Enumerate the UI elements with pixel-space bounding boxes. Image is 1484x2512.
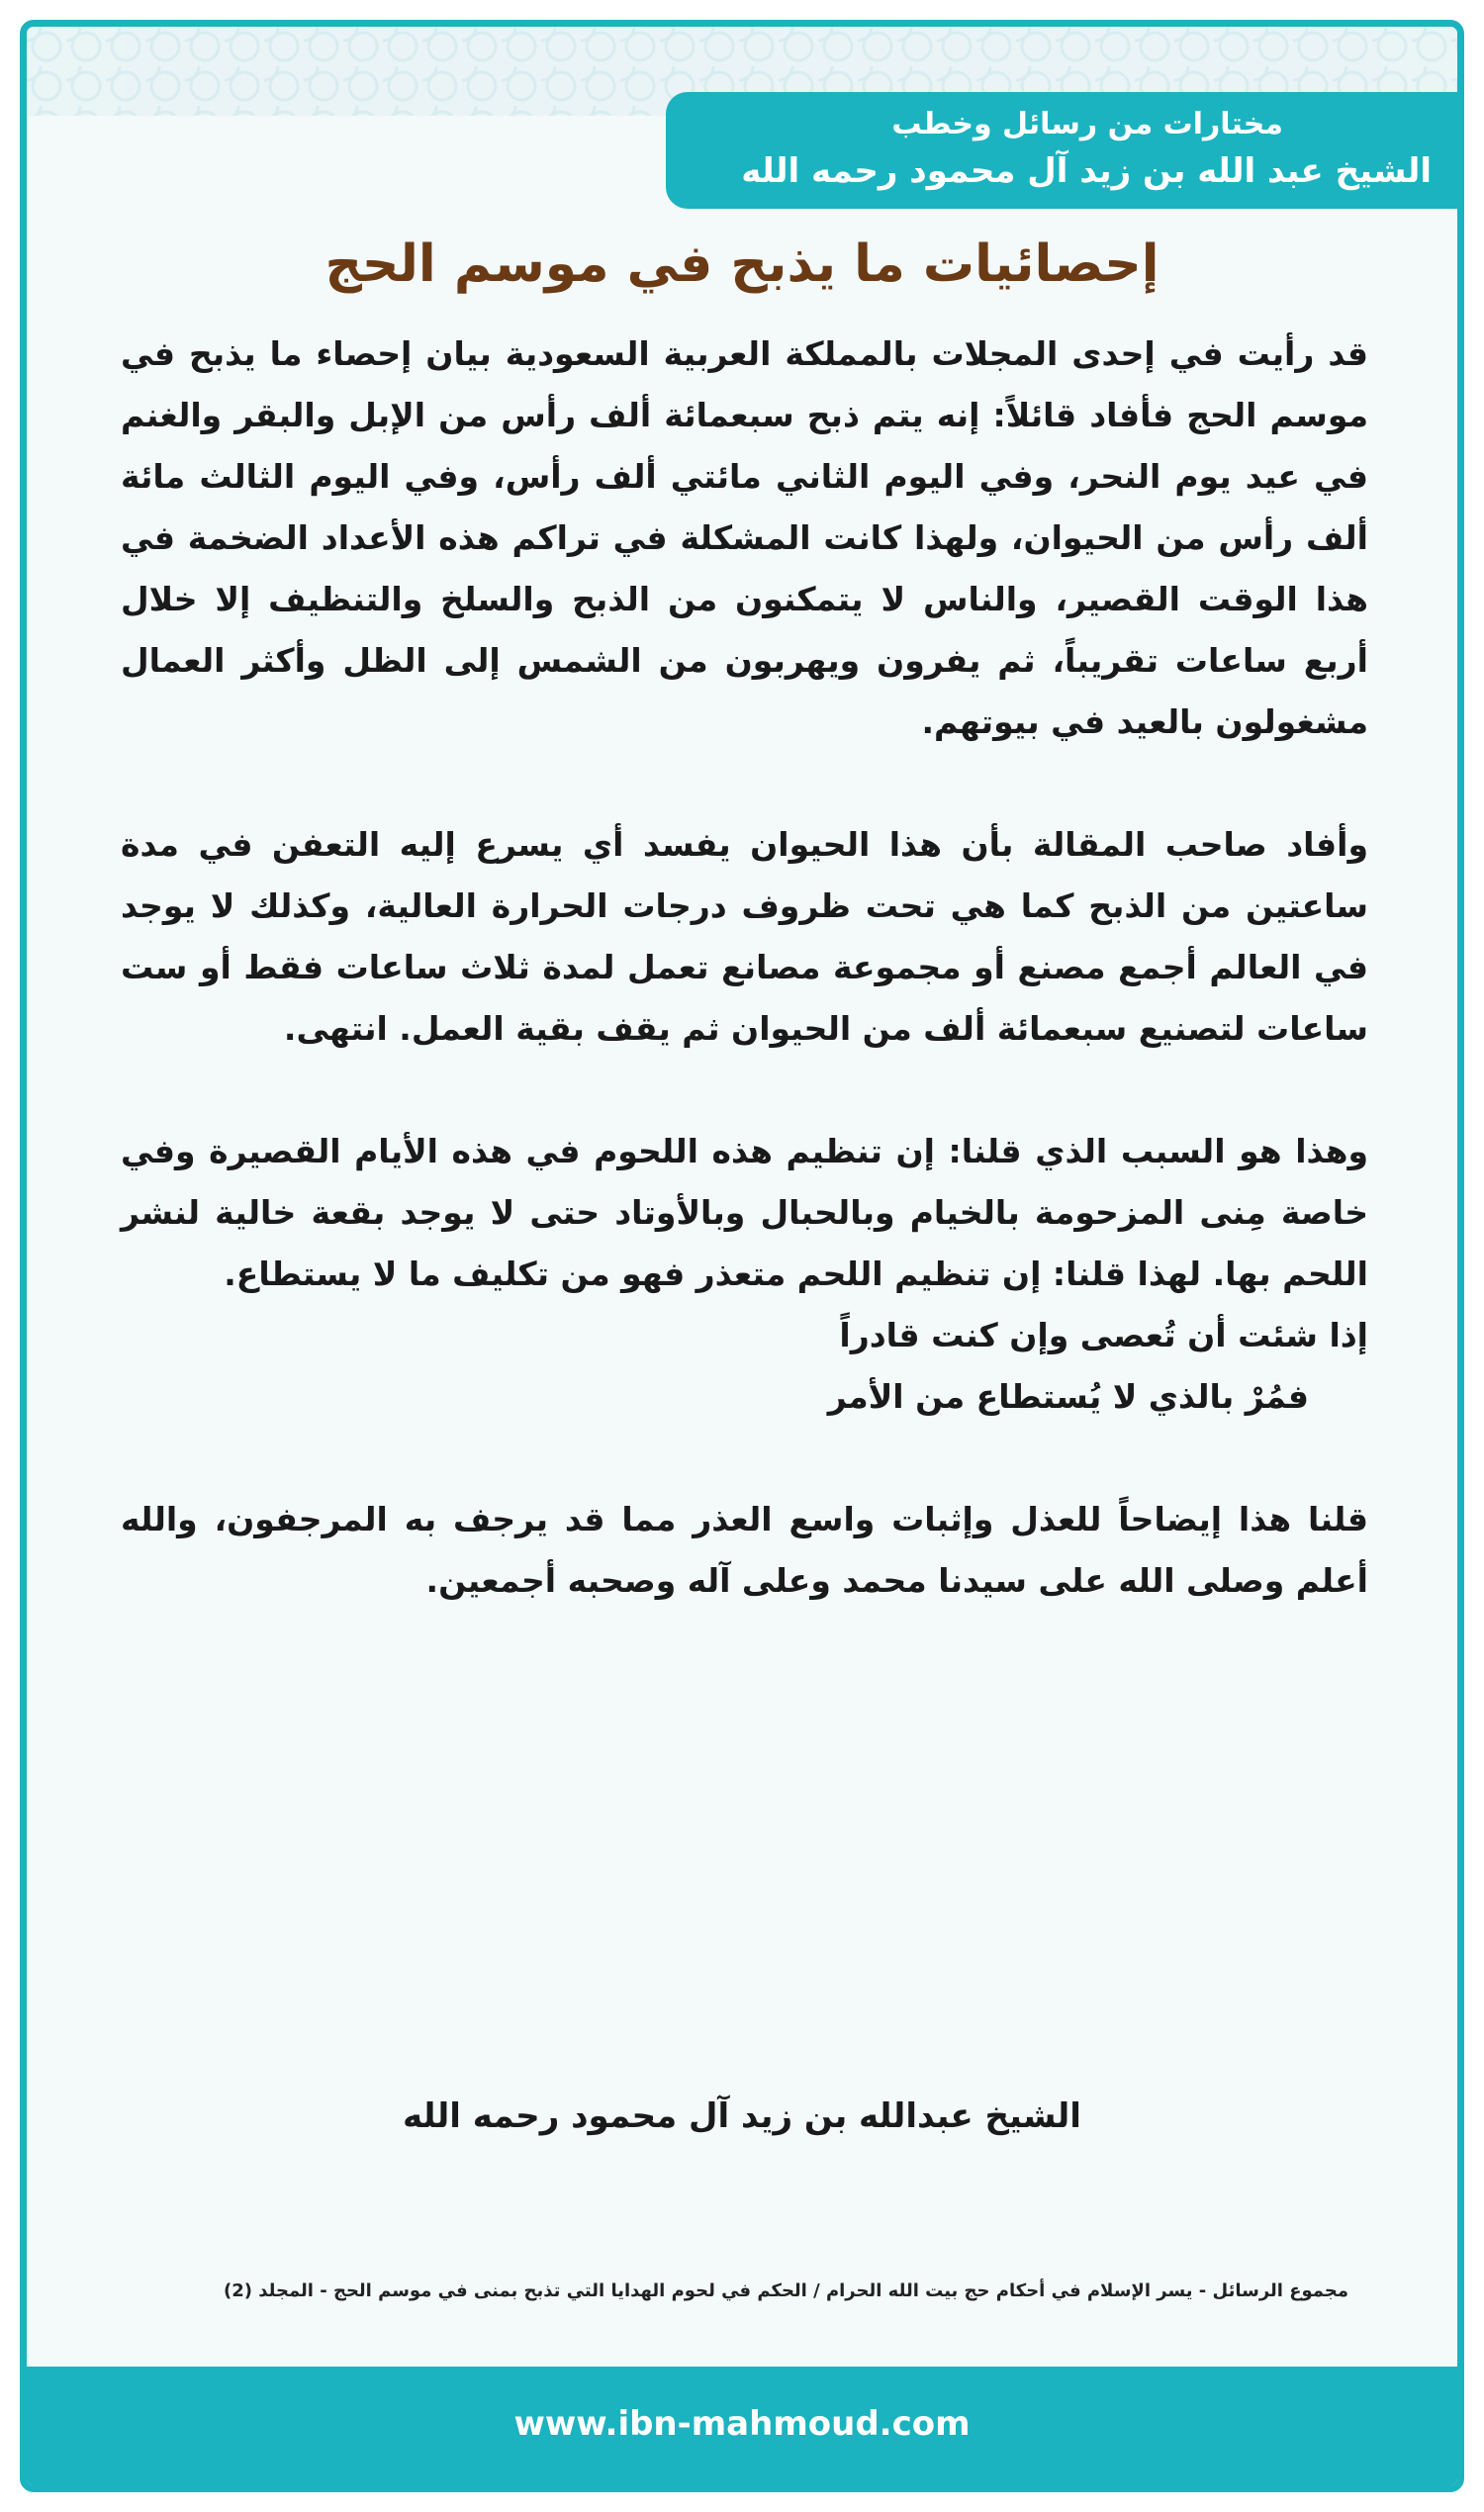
paragraph-2: وأفاد صاحب المقالة بأن هذا الحيوان يفسد أي يسرع إليه التعفن في مدة ساعتين من الذبح كما هي تحت ظروف درجات الحرارة العالية، وكذلك لا يوجد في العالم أجمع مصنع أو مجموعة مصانع تعمل لمدة ثلاث ساعات فقط أو ست ساعات لتصنيع سبعمائة ألف من الحيوان ثم يقف بقية العمل. انتهى. xyxy=(121,825,1368,1048)
header-series-title: مختارات من رسائل وخطب xyxy=(891,107,1283,141)
website-link[interactable]: www.ibn-mahmoud.com xyxy=(513,2404,971,2444)
header-banner xyxy=(666,92,1457,209)
author-signature: الشيخ عبدالله بن زيد آل محمود رحمه الله xyxy=(403,2096,1081,2136)
poem-line-1: إذا شئت أن تُعصى وإن كنت قادراً xyxy=(839,1316,1368,1354)
page-frame xyxy=(20,20,1464,2492)
footer-bar xyxy=(27,2367,1457,2485)
closing-paragraph: قلنا هذا إيضاحاً للعذل وإثبات واسع العذر مما قد يرجف به المرجفون، والله أعلم وصلى الله على سيدنا محمد وعلى آله وصحبه أجمعين. xyxy=(121,1500,1368,1600)
article-title: إحصائيات ما يذبح في موسم الحج xyxy=(325,234,1159,294)
article-body xyxy=(121,324,1368,1673)
header-author-name: الشيخ عبد الله بن زيد آل محمود رحمه الله xyxy=(741,151,1432,191)
source-citation: مجموع الرسائل - يسر الإسلام في أحكام حج بيت الله الحرام / الحكم في لحوم الهدايا التي تذبح بمنى في موسم الحج - المجلد (2) xyxy=(224,2280,1348,2301)
poem-line-2: فمُرْ بالذي لا يُستطاع من الأمر xyxy=(827,1377,1309,1416)
paragraph-3: وهذا هو السبب الذي قلنا: إن تنظيم هذه اللحوم في هذه الأيام القصيرة وفي خاصة مِنى المزحومة بالخيام وبالحبال وبالأوتاد حتى لا يوجد بقعة خالية لنشر اللحم بها. لهذا قلنا: إن تنظيم اللحم متعذر فهو من تكليف ما لا يستطاع. xyxy=(121,1132,1368,1293)
poem-verse xyxy=(121,1305,1368,1428)
paragraph-1: قد رأيت في إحدى المجلات بالمملكة العربية السعودية بيان إحصاء ما يذبح في موسم الحج فأفاد قائلاً: إنه يتم ذبح سبعمائة ألف رأس من الإبل والبقر والغنم في عيد يوم النحر، وفي اليوم الثاني مائتي ألف رأس، وفي اليوم الثالث مائة ألف رأس من الحيوان، ولهذا كانت المشكلة في تراكم هذه الأعداد الضخمة في هذا الوقت القصير، والناس لا يتمكنون من الذبح والسلخ والتنظيف إلا خلال أربع ساعات تقريباً، ثم يفرون ويهربون من الشمس إلى الظل وأكثر العمال مشغولون بالعيد في بيوتهم. xyxy=(121,334,1368,741)
